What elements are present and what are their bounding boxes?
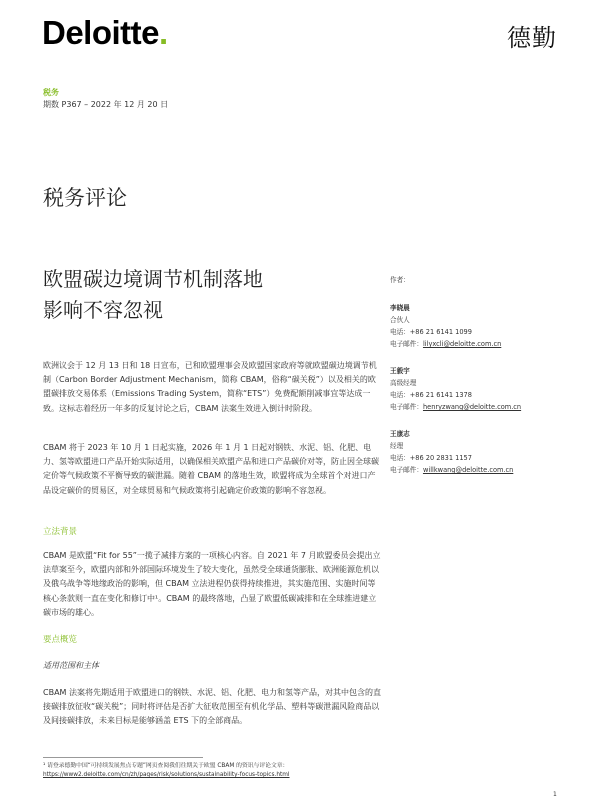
author-email-link[interactable]: lilyxcli@deloitte.com.cn — [422, 340, 502, 348]
author-title: 合伙人 — [390, 316, 410, 324]
author-card — [390, 303, 580, 350]
phone-label: 电话： — [390, 328, 410, 336]
author-email-link[interactable]: henryzwang@deloitte.com.cn — [422, 403, 522, 411]
author-card — [390, 429, 580, 476]
author-phone: +86 21 6141 1378 — [409, 391, 472, 399]
paragraph-background: CBAM 是欧盟“Fit for 55”一揽子减排方案的一项核心内容。自 2021 年 7 月欧盟委员会提出立法草案至今，欧盟内部和外部国际环境发生了较大变化，虽然受全球通货膨胀、欧洲能源危机以及俄乌战争等地缘政治的影响，但 CBAM 立法进程仍获得持续推进，其实施范围、实施时间等核心条款则一直在变化和修订中¹。CBAM 的最终落地，凸显了欧盟低碳减排和在全球推进建立碳市场的雄心。 — [43, 551, 381, 617]
author-card — [390, 366, 580, 413]
paragraph-implementation: CBAM 将于 2023 年 10 月 1 日起实施，2026 年 1 月 1 日起对钢铁、水泥、铝、化肥、电力、氢等欧盟进口产品开始实际适用，以确保相关欧盟产品和进口产品碳价对等，防止因全球碳定价等气候政策不平衡导致的碳泄漏。随着 CBAM 的落地生效，欧盟将成为全球首个对进口产品设定碳价的贸易区，对全球贸易和气候政策将引起确定价政策的影响不容忽视。 — [43, 443, 379, 495]
article-title — [43, 264, 363, 326]
page-number: 1 — [553, 791, 557, 798]
brand-name: Deloitte — [42, 14, 160, 51]
section-title: 税务评论 — [43, 186, 127, 210]
author-email-link[interactable]: willkwang@deloitte.com.cn — [422, 466, 514, 474]
brand-dot: . — [159, 14, 168, 51]
phone-label: 电话： — [390, 454, 410, 462]
deloitte-logo — [42, 14, 168, 52]
email-label: 电子邮件： — [390, 403, 423, 411]
author-phone: +86 20 2831 1157 — [409, 454, 472, 462]
author-name: 王康志 — [390, 430, 410, 438]
email-label: 电子邮件： — [390, 340, 423, 348]
phone-label: 电话： — [390, 391, 410, 399]
footnote-text: ¹ 请登录德勤中国“可持续发展焦点专题”网页查阅我们往期关于欧盟 CBAM 的资讯与评论文章： — [43, 763, 289, 769]
issue-line: 期数 P367 – 2022 年 12 月 20 日 — [43, 100, 169, 109]
subhead-scope: 适用范围和主体 — [43, 661, 99, 670]
subhead-key-overview: 要点概览 — [43, 635, 78, 645]
subhead-legislative-background: 立法背景 — [43, 527, 78, 537]
paragraph-scope: CBAM 法案将先期适用于欧盟进口的钢铁、水泥、铝、化肥、电力和氢等产品，对其中包含的直接碳排放征收“碳关税”；同时将评估是否扩大征收范围至有机化学品、塑料等碳泄漏风险商品以及间接碳排放，未来目标是能够涵盖 ETS 下的全部商品。 — [43, 688, 381, 726]
footnote-link[interactable]: https://www2.deloitte.com/cn/zh/pages/risk/solutions/sustainability-focus-topics.html — [43, 772, 290, 778]
author-name: 李晓晨 — [390, 304, 410, 312]
authors-sidebar — [390, 274, 580, 492]
footnote-divider — [43, 757, 203, 758]
footnote — [43, 762, 388, 780]
author-phone: +86 21 6141 1099 — [409, 328, 472, 336]
authors-label: 作者： — [390, 276, 410, 284]
email-label: 电子邮件： — [390, 466, 423, 474]
author-title: 经理 — [390, 442, 404, 450]
author-title: 高级经理 — [390, 379, 417, 387]
article-title-line1: 欧盟碳边境调节机制落地 — [43, 267, 263, 291]
article-title-line2: 影响不容忽视 — [43, 298, 163, 322]
paragraph-intro: 欧洲议会于 12 月 13 日和 18 日宣布，已和欧盟理事会及欧盟国家政府等就欧盟碳边境调节机制（Carbon Border Adjustment Mechanism，简称 CBAM，俗称“碳关税”）以及相关的欧盟碳排放交易体系（Emissions Trading System，简称“ETS”）免费配额削减事宜等达成一致。这标志着经历一年多的反复讨论之后，CBAM 法案生效进入倒计时阶段。 — [43, 361, 377, 413]
author-name: 王毅宇 — [390, 367, 410, 375]
brand-cn: 德勤 — [507, 24, 557, 52]
category-tag: 税务 — [43, 88, 59, 97]
